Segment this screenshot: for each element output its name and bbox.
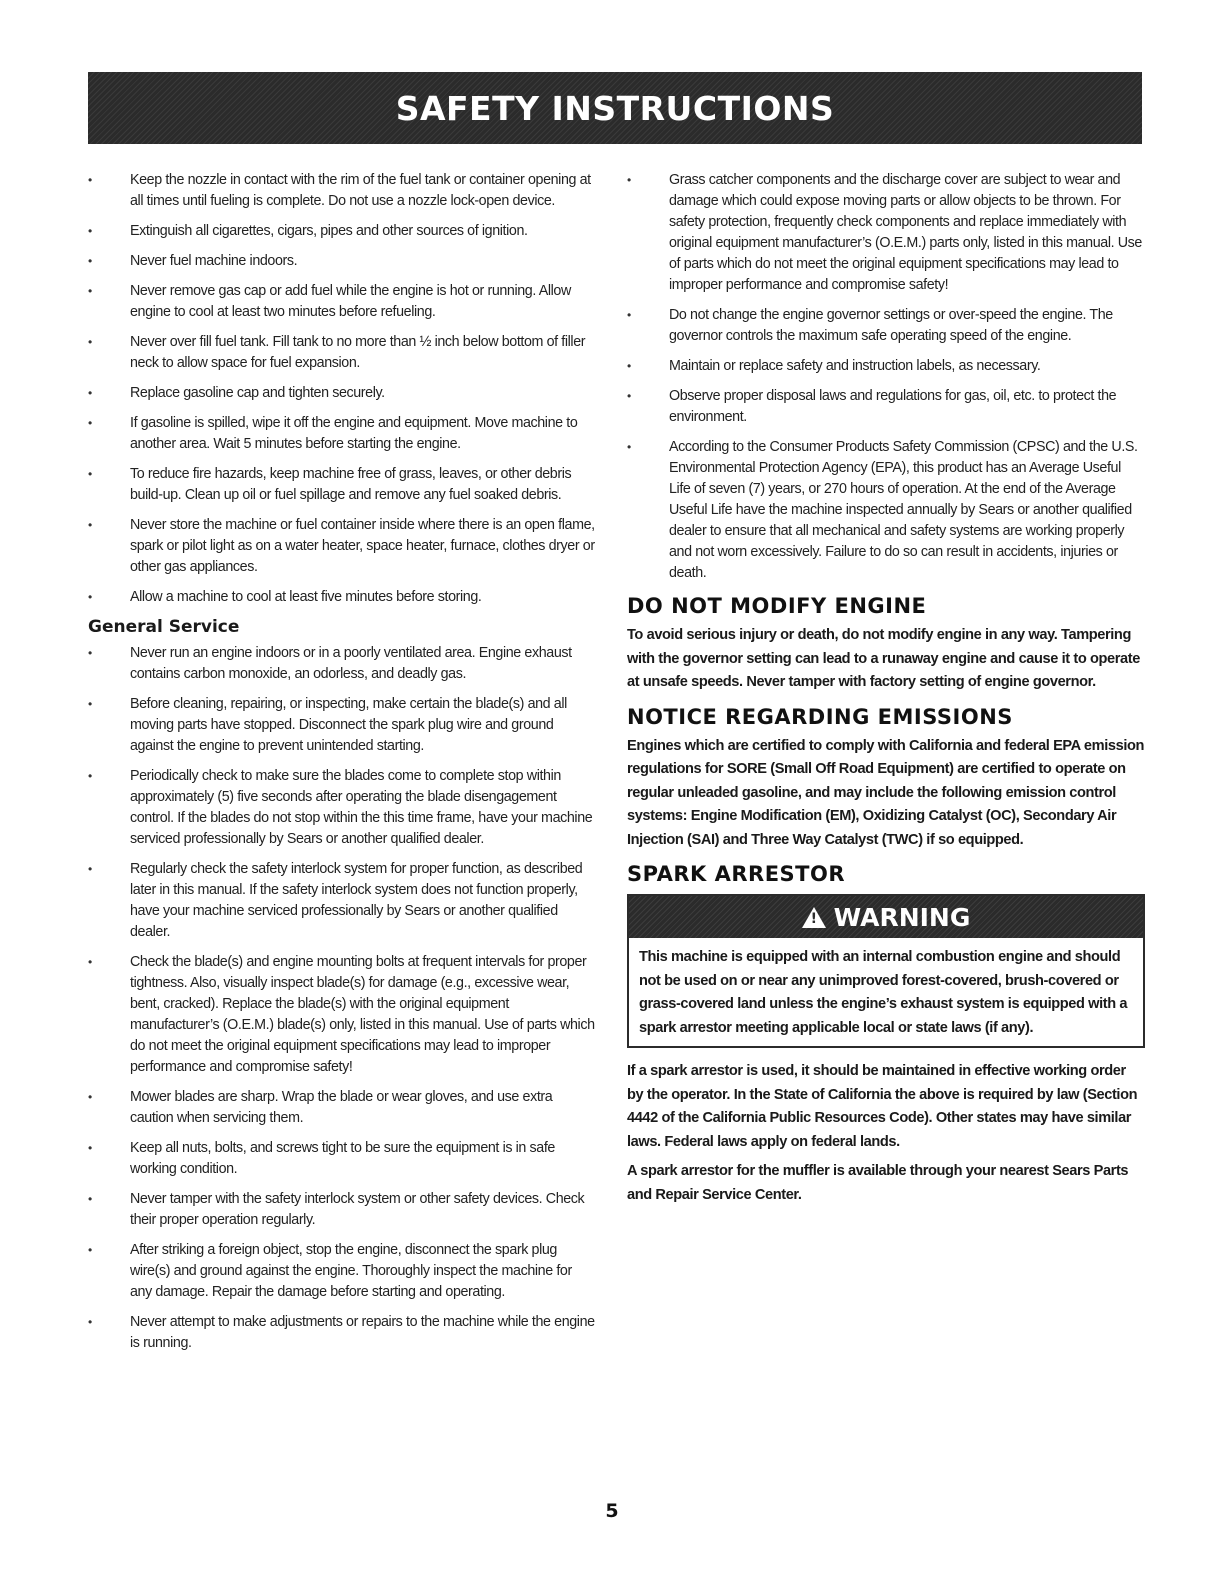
modify-engine-text: To avoid serious injury or death, do not modify engine in any way. Tampering with the governor setting can lead to a runaway engine and cause it to operate at unsafe speeds. Never tamper with factory setting of engine governor. <box>627 627 1140 690</box>
list-item: • Never tamper with the safety interlock system or other safety devices. Check their proper operation regularly. <box>88 1189 596 1231</box>
warning-box <box>627 894 1145 1048</box>
list-item: • If gasoline is spilled, wipe it off the engine and equipment. Move machine to another area. Wait 5 minutes before starting the engine. <box>88 413 596 455</box>
list-item: • Regularly check the safety interlock system for proper function, as described later in this manual. If the safety interlock system does not function properly, have your machine serviced professionally by Sears or another qualified dealer. <box>88 859 596 943</box>
list-item: • To reduce fire hazards, keep machine free of grass, leaves, or other debris build-up. Clean up oil or fuel spillage and remove any fuel soaked debris. <box>88 464 596 506</box>
list-item: • Observe proper disposal laws and regulations for gas, oil, etc. to protect the environment. <box>627 386 1145 428</box>
list-item: • Replace gasoline cap and tighten securely. <box>88 383 596 404</box>
list-item: • Before cleaning, repairing, or inspecting, make certain the blade(s) and all moving parts have stopped. Disconnect the spark plug wire and ground against the engine to prevent unintended starting. <box>88 694 596 757</box>
list-item: • Keep all nuts, bolts, and screws tight to be sure the equipment is in safe working condition. <box>88 1138 596 1180</box>
right-column <box>627 170 1145 1213</box>
list-item: • Check the blade(s) and engine mounting bolts at frequent intervals for proper tightness. Also, visually inspect blade(s) for damage (e.g., excessive wear, bent, cracked). Replace the blade(s) with the original equipment manufacturer’s (O.E.M.) blade(s) only, listed in this manual. Use of parts which do not meet the original equipment specifications may lead to improper performance and compromise safety! <box>88 952 596 1078</box>
maintenance-list <box>627 170 1145 584</box>
warning-text: This machine is equipped with an internal combustion engine and should not be used on or near any unimproved forest-covered, brush-covered or grass-covered land unless the engine’s exhaust system is equipped with a spark arrestor meeting applicable local or state laws (if any). <box>639 949 1128 1036</box>
list-item: • Keep the nozzle in contact with the rim of the fuel tank or container opening at all times until fueling is complete. Do not use a nozzle lock-open device. <box>88 170 596 212</box>
spark-arrestor-availability: A spark arrestor for the muffler is available through your nearest Sears Parts and Repair Service Center. <box>627 1163 1129 1203</box>
warning-header <box>629 896 1143 938</box>
list-item: • Grass catcher components and the discharge cover are subject to wear and damage which could expose moving parts or allow objects to be thrown. For safety protection, frequently check components and replace immediately with original equipment manufacturer’s (O.E.M.) parts only, listed in this manual. Use of parts which do not meet the original equipment specifications may lead to improper performance and compromise safety! <box>627 170 1145 296</box>
list-item: • Maintain or replace safety and instruction labels, as necessary. <box>627 356 1145 377</box>
page-number: 5 <box>605 1500 619 1522</box>
list-item: • Periodically check to make sure the blades come to complete stop within approximately (5) five seconds after operating the blade disengagement control. If the blades do not stop within the this time frame, have your machine serviced professionally by Sears or another qualified dealer. <box>88 766 596 850</box>
modify-engine-heading: DO NOT MODIFY ENGINE <box>627 594 927 618</box>
list-item: • According to the Consumer Products Safety Commission (CPSC) and the U.S. Environmental Protection Agency (EPA), this product has an Average Useful Life of seven (7) years, or 270 hours of operation. At the end of the Average Useful Life have the machine inspected annually by Sears or another qualified dealer to ensure that all mechanical and safety systems are working properly and not worn excessively. Failure to do so can result in accidents, injuries or death. <box>627 437 1145 584</box>
left-column <box>88 170 596 1363</box>
list-item: • Extinguish all cigarettes, cigars, pipes and other sources of ignition. <box>88 221 596 242</box>
list-item: • Do not change the engine governor settings or over-speed the engine. The governor controls the maximum safe operating speed of the engine. <box>627 305 1145 347</box>
spark-arrestor-heading: SPARK ARRESTOR <box>627 862 846 886</box>
general-service-list <box>88 643 596 1354</box>
list-item: • Allow a machine to cool at least five minutes before storing. <box>88 587 596 608</box>
list-item: • Mower blades are sharp. Wrap the blade or wear gloves, and use extra caution when servicing them. <box>88 1087 596 1129</box>
emissions-heading: NOTICE REGARDING EMISSIONS <box>627 704 1013 729</box>
header-banner <box>88 72 1142 144</box>
general-service-heading: General Service <box>88 617 240 637</box>
list-item: • Never run an engine indoors or in a poorly ventilated area. Engine exhaust contains carbon monoxide, an odorless, and deadly gas. <box>88 643 596 685</box>
warning-label: WARNING <box>833 902 971 932</box>
page-title: SAFETY INSTRUCTIONS <box>395 88 835 128</box>
spark-arrestor-text: If a spark arrestor is used, it should be maintained in effective working order by the operator. In the State of California the above is required by law (Section 4442 of the California Public Resources Code). Other states may have similar laws. Federal laws apply on federal lands. <box>627 1063 1138 1150</box>
emissions-text: Engines which are certified to comply with California and federal EPA emission regulations for SORE (Small Off Road Equipment) are certified to operate on regular unleaded gasoline, and may include the following emission control systems: Engine Modification (EM), Oxidizing Catalyst (OC), Secondary Air Injection (SAI) and Three Way Catalyst (TWC) if so equipped. <box>627 737 1144 848</box>
list-item: • Never remove gas cap or add fuel while the engine is hot or running. Allow engine to cool at least two minutes before refueling. <box>88 281 596 323</box>
list-item: • Never attempt to make adjustments or repairs to the machine while the engine is running. <box>88 1312 596 1354</box>
fuel-safety-list <box>88 170 596 608</box>
list-item: • After striking a foreign object, stop the engine, disconnect the spark plug wire(s) and ground against the engine. Thoroughly inspect the machine for any damage. Repair the damage before starting and operating. <box>88 1240 596 1303</box>
warning-triangle-icon: ! <box>802 907 826 928</box>
list-item: • Never fuel machine indoors. <box>88 251 596 272</box>
list-item: • Never store the machine or fuel container inside where there is an open flame, spark or pilot light as on a water heater, space heater, furnace, clothes dryer or other gas appliances. <box>88 515 596 578</box>
list-item: • Never over fill fuel tank. Fill tank to no more than ½ inch below bottom of filler neck to allow space for fuel expansion. <box>88 332 596 374</box>
